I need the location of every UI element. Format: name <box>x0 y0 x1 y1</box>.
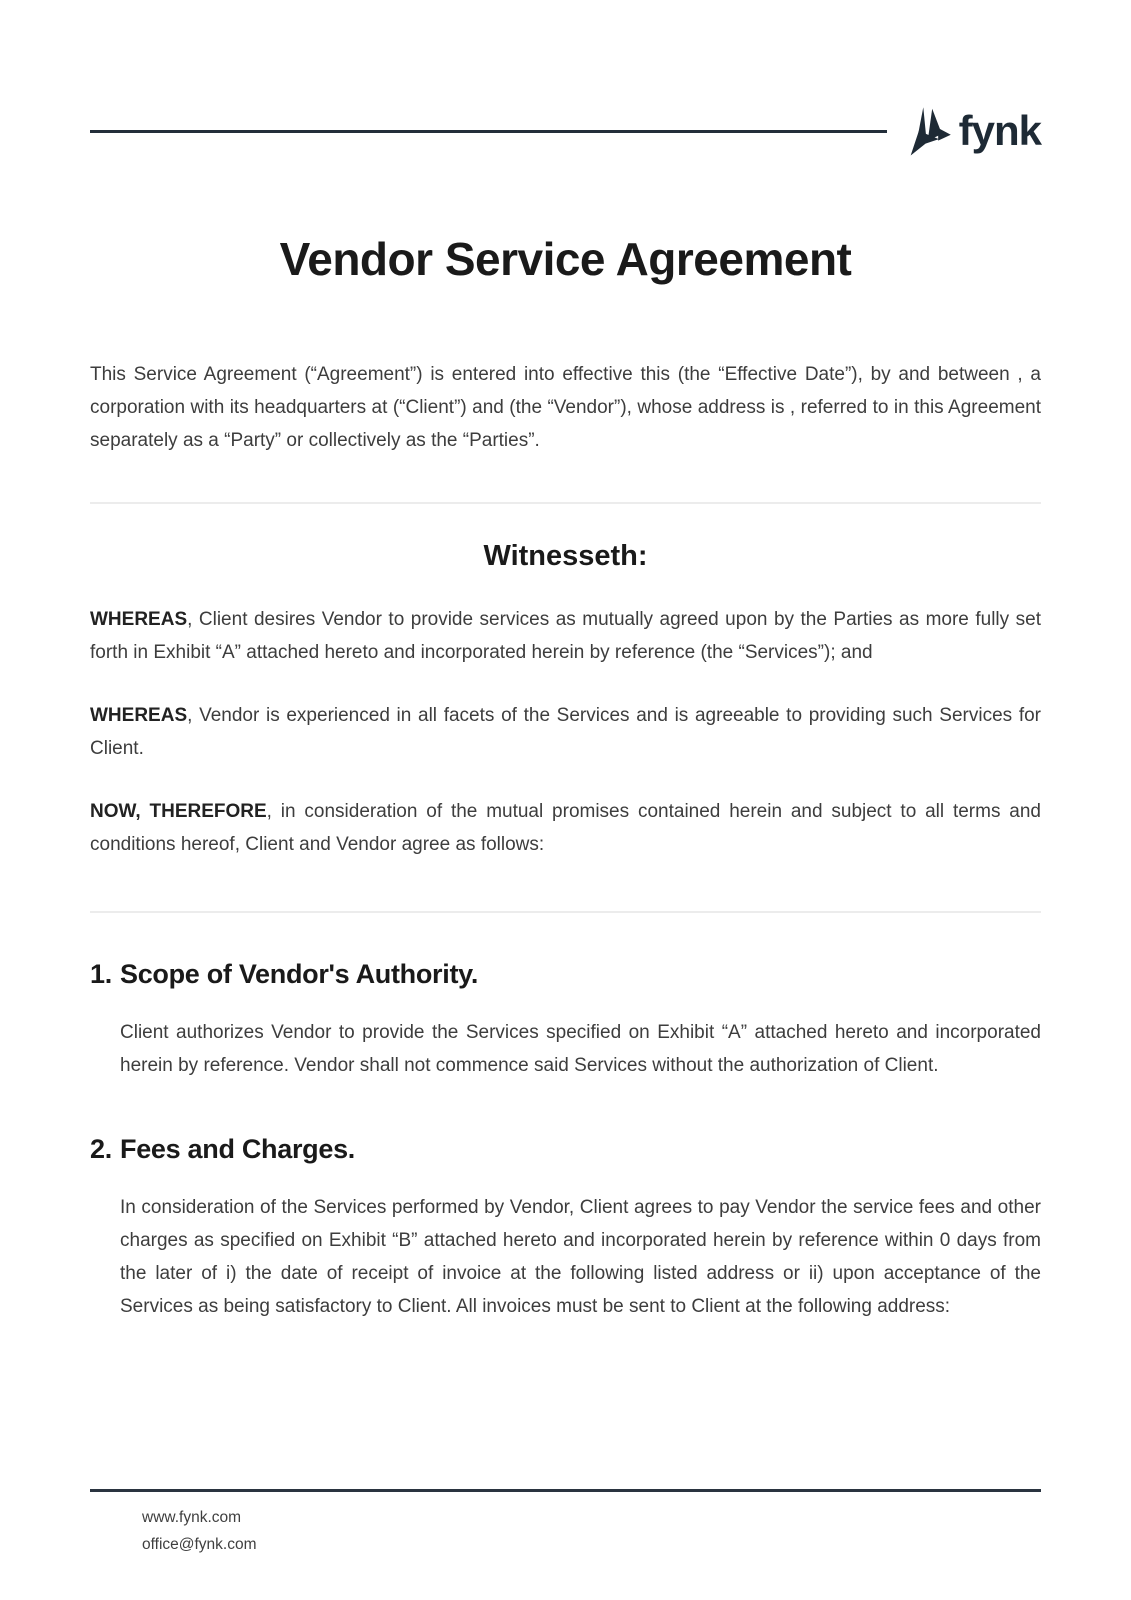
section-fees-and-charges <box>90 1134 1041 1323</box>
footer-contact <box>142 1504 1041 1558</box>
section-heading <box>90 959 1041 990</box>
header-divider-line <box>90 130 887 133</box>
section-divider <box>90 502 1041 504</box>
section-number: 1. <box>90 959 112 989</box>
fynk-wordmark: fynk <box>958 107 1041 154</box>
fynk-logo <box>901 100 1041 162</box>
section-scope-of-vendors-authority <box>90 959 1041 1082</box>
witnesseth-heading: Witnesseth: <box>483 540 648 572</box>
recital-text: , in consideration of the mutual promises contained herein and subject to all terms and conditions hereof, Client and Vendor agree as follows: <box>90 801 1041 855</box>
footer-divider-line <box>90 1489 1041 1492</box>
footer-website-link[interactable]: www.fynk.com <box>142 1509 242 1526</box>
section-heading <box>90 1134 1041 1165</box>
intro-paragraph: This Service Agreement (“Agreement”) is entered into effective this (the “Effective Date”), by and between , a corporation with its headquarters at (“Client”) and (the “Vendor”), whose address is , referred to in this Agreement separately as a “Party” or collectively as the “Parties”. <box>90 364 1041 451</box>
page-header <box>90 96 1041 166</box>
section-title: Fees and Charges. <box>120 1134 355 1164</box>
origami-bird-icon <box>901 100 953 162</box>
page-title: Vendor Service Agreement <box>279 233 852 285</box>
recital-text: , Vendor is experienced in all facets of the Services and is agreeable to providing such Services for Client. <box>90 705 1041 759</box>
section-number: 2. <box>90 1134 112 1164</box>
recital-paragraph <box>90 603 1041 669</box>
footer-email-link[interactable]: office@fynk.com <box>142 1536 257 1553</box>
section-paragraph: Client authorizes Vendor to provide the Services specified on Exhibit “A” attached hereto and incorporated herein by reference. Vendor shall not commence said Services without the authorization of Client. <box>120 1022 1041 1076</box>
section-divider <box>90 911 1041 913</box>
section-paragraph: In consideration of the Services performed by Vendor, Client agrees to pay Vendor the service fees and other charges as specified on Exhibit “B” attached hereto and incorporated herein by reference within 0 days from the later of i) the date of receipt of invoice at the following listed address or ii) upon acceptance of the Services as being satisfactory to Client. All invoices must be sent to Client at the following address: <box>120 1197 1041 1317</box>
recital-lead: WHEREAS <box>90 705 188 726</box>
page-footer <box>90 1489 1041 1558</box>
recital-lead: WHEREAS <box>90 609 188 630</box>
recital-lead: NOW, THEREFORE <box>90 801 267 822</box>
recital-text: , Client desires Vendor to provide services as mutually agreed upon by the Parties as more fully set forth in Exhibit “A” attached hereto and incorporated herein by reference (the “Services”); and <box>90 609 1041 663</box>
section-title: Scope of Vendor's Authority. <box>120 959 479 989</box>
recital-paragraph <box>90 699 1041 765</box>
recital-paragraph <box>90 795 1041 861</box>
